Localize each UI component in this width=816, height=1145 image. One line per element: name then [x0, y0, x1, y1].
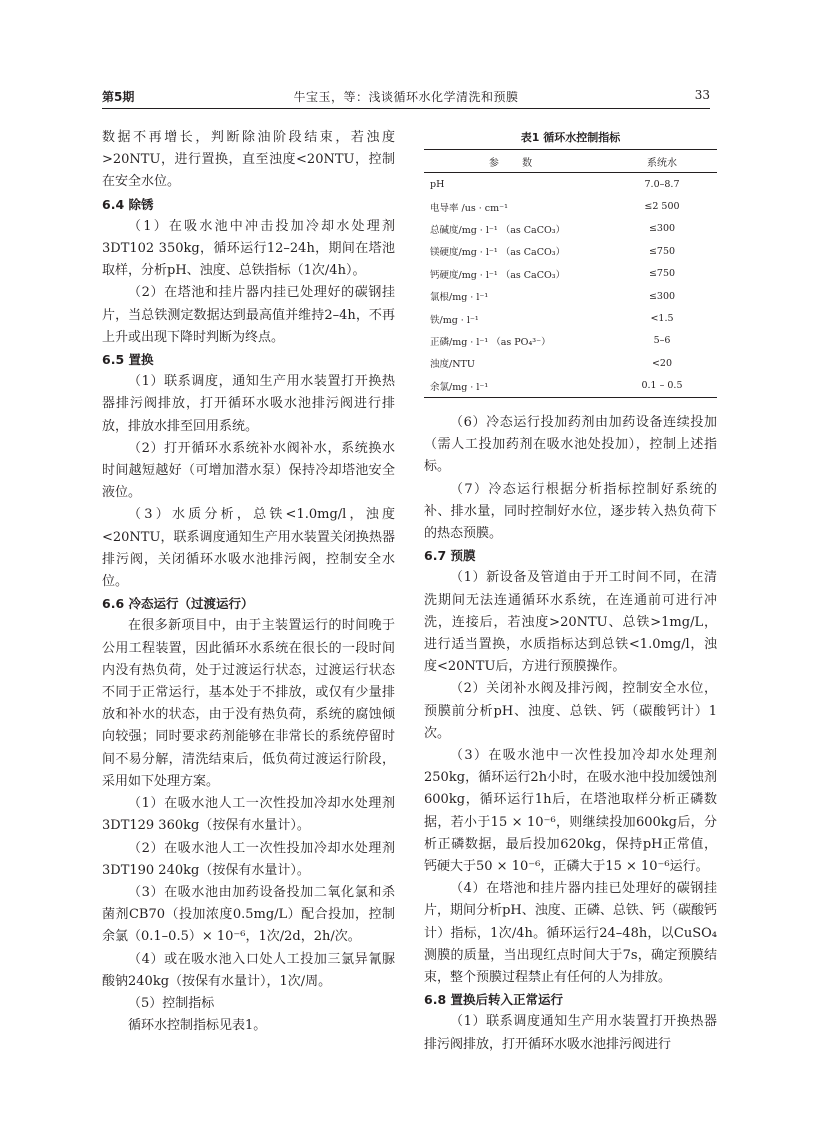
body-paragraph: （7）冷态运行根据分析指标控制好系统的补、排水量，同时控制好水位，逐步转入热负荷下的热态预膜。	[424, 481, 717, 542]
value-cell: <1.5	[650, 313, 674, 325]
value-cell: ≤750	[648, 245, 676, 257]
parameter-cell: 电导率 /us · cm⁻¹	[430, 202, 508, 214]
body-paragraph: （2）在塔池和挂片器内挂已处理好的碳钢挂片，当总铁测定数据达到最高值并维持2–4h，不再上升或出现下降时判断为终点。	[102, 285, 395, 345]
body-paragraph: （1）在吸水池人工一次性投加冷却水处理剂3DT129 360kg（按保有水量计）。	[102, 796, 395, 834]
table-row	[424, 352, 717, 374]
parameter-cell: 钙硬度/mg · l⁻¹ （as CaCO₃）	[430, 269, 566, 281]
section-heading: 6.5 置换	[102, 352, 154, 368]
value-cell: ≤300	[648, 290, 676, 302]
right-column	[424, 412, 717, 1056]
parameter-cell: 氯根/mg · l⁻¹	[430, 292, 489, 304]
header-rule	[102, 108, 710, 109]
table-row	[424, 285, 717, 307]
body-paragraph: 数据不再增长，判断除油阶段结束，若浊度>20NTU，进行置换，直至浊度<20NTU，控制在安全水位。	[102, 130, 395, 190]
value-cell: ≤300	[648, 223, 676, 235]
table-caption: 表1 循环水控制指标	[520, 131, 621, 144]
body-paragraph: （3）在吸水池中一次性投加冷却水处理剂250kg，循环运行2h小时，在吸水池中投加缓蚀剂600kg，循环运行1h后，在塔池取样分析正磷数据，若小于15 × 10⁻⁶，则继续投加600kg后，分析正磷数据，最后投加620kg，保持pH正常值，钙硬大于50 × 10⁻⁶，正磷大于15 × 10⁻⁶运行。	[424, 748, 717, 875]
table-row	[424, 195, 717, 217]
section-heading: 6.8 置换后转入正常运行	[424, 992, 563, 1008]
parameter-cell: 正磷/mg · l⁻¹ （as PO₄³⁻）	[430, 336, 551, 348]
running-title: 牛宝玉，等：浅谈循环水化学清洗和预膜	[293, 90, 519, 104]
body-paragraph: （2）打开循环水系统补水阀补水，系统换水时间越短越好（可增加潜水泵）保持冷却塔池安全液位。	[102, 440, 395, 501]
body-paragraph: （2）关闭补水阀及排污阀，控制安全水位，预膜前分析pH、浊度、总铁、钙（碳酸钙计）1次。	[424, 681, 717, 741]
page-number: 33	[694, 88, 710, 102]
table-row	[424, 307, 717, 329]
body-paragraph: （3）水质分析，总铁<1.0mg/l，浊度<20NTU，联系调度通知生产用水装置关闭换热器排污阀，关闭循环水吸水池排污阀，控制安全水位。	[102, 507, 395, 590]
table-row	[424, 263, 717, 285]
table-row	[424, 375, 717, 398]
body-paragraph: （4）或在吸水池入口处人工投加三氯异氰脲酸钠240kg（按保有水量计），1次/周。	[102, 951, 395, 989]
body-paragraph: 在很多新项目中，由于主装置运行的时间晚于公用工程装置，因此循环水系统在很长的一段时间内没有热负荷，处于过渡运行状态，过渡运行状态不同于正常运行，基本处于不排放，或仅有少量排放和补水的状态，由于没有热负荷，系统的腐蚀倾向较强；同时要求药剂能够在非常长的系统停留时间不易分解，清洗结束后，低负荷过渡运行阶段，采用如下处理方案。	[102, 618, 395, 789]
parameter-cell: 总碱度/mg · l⁻¹ （as CaCO₃）	[430, 224, 566, 236]
section-heading: 6.7 预膜	[424, 548, 476, 564]
parameter-cell: pH	[430, 178, 445, 190]
table-row	[424, 218, 717, 240]
page-header	[102, 86, 710, 108]
body-paragraph: （1）在吸水池中冲击投加冷却水处理剂3DT102 350kg，循环运行12–24h，期间在塔池取样，分析pH、浊度、总铁指标（1次/4h）。	[102, 218, 395, 279]
left-column	[102, 127, 395, 1037]
body-paragraph: （2）在吸水池人工一次性投加冷却水处理剂3DT190 240kg（按保有水量计）。	[102, 840, 395, 878]
value-cell: ≤750	[648, 268, 676, 280]
value-cell: 5–6	[653, 335, 671, 347]
body-paragraph: 循环水控制指标见表1。	[128, 1018, 267, 1034]
body-paragraph: （5）控制指标	[128, 995, 215, 1011]
body-paragraph: （3）在吸水池由加药设备投加二氧化氯和杀菌剂CB70（投加浓度0.5mg/L）配合投加，控制余氯（0.1–0.5）× 10⁻⁶，1次/2d，2h/次。	[102, 884, 395, 945]
table-row	[424, 330, 717, 352]
body-paragraph: （1）联系调度，通知生产用水装置打开换热器排污阀排放，打开循环水吸水池排污阀进行排放，排放水排至回用系统。	[102, 374, 395, 434]
body-paragraph: （1）联系调度通知生产用水装置打开换热器排污阀排放，打开循环水吸水池排污阀进行	[424, 1014, 717, 1052]
table-header-system-water: 系统水	[607, 150, 717, 173]
parameter-cell: 镁硬度/mg · l⁻¹ （as CaCO₃）	[430, 247, 566, 259]
table-1	[424, 127, 717, 398]
control-index-table	[424, 149, 717, 398]
parameter-cell: 余氯/mg · l⁻¹	[424, 375, 607, 398]
table-row	[424, 240, 717, 262]
value-cell: ≤2 500	[644, 201, 680, 213]
table-header-parameter: 参 数	[424, 150, 607, 173]
body-paragraph: （1）新设备及管道由于开工时间不同，在清洗期间无法连通循环水系统，在连通前可进行冲洗，连接后，若浊度>20NTU、总铁>1mg/L，进行适当置换，水质指标达到总铁<1.0mg/l，浊度<20NTU后，方进行预膜操作。	[424, 570, 717, 675]
body-paragraph: （6）冷态运行投加药剂由加药设备连续投加（需人工投加药剂在吸水池处投加），控制上述指标。	[424, 415, 717, 475]
issue-label: 第5期	[102, 90, 135, 104]
section-heading: 6.4 除锈	[102, 196, 154, 212]
body-paragraph: （4）在塔池和挂片器内挂已处理好的碳钢挂片，期间分析pH、浊度、正磷、总铁、钙（碳酸钙计）指标，1次/4h。循环运行24–48h，以CuSO₄测膜的质量，当出现红点时间大于7s，确定预膜结束，整个预膜过程禁止有任何的人为排放。	[424, 881, 717, 986]
value-cell: 7.0–8.7	[644, 178, 680, 190]
parameter-cell: 铁/mg · l⁻¹	[430, 314, 479, 326]
value-cell: <20	[651, 357, 673, 369]
table-row	[424, 173, 717, 196]
section-heading: 6.6 冷态运行（过渡运行）	[102, 596, 254, 612]
value-cell: 0.1 – 0.5	[607, 375, 717, 398]
parameter-cell: 浊度/NTU	[430, 359, 475, 371]
